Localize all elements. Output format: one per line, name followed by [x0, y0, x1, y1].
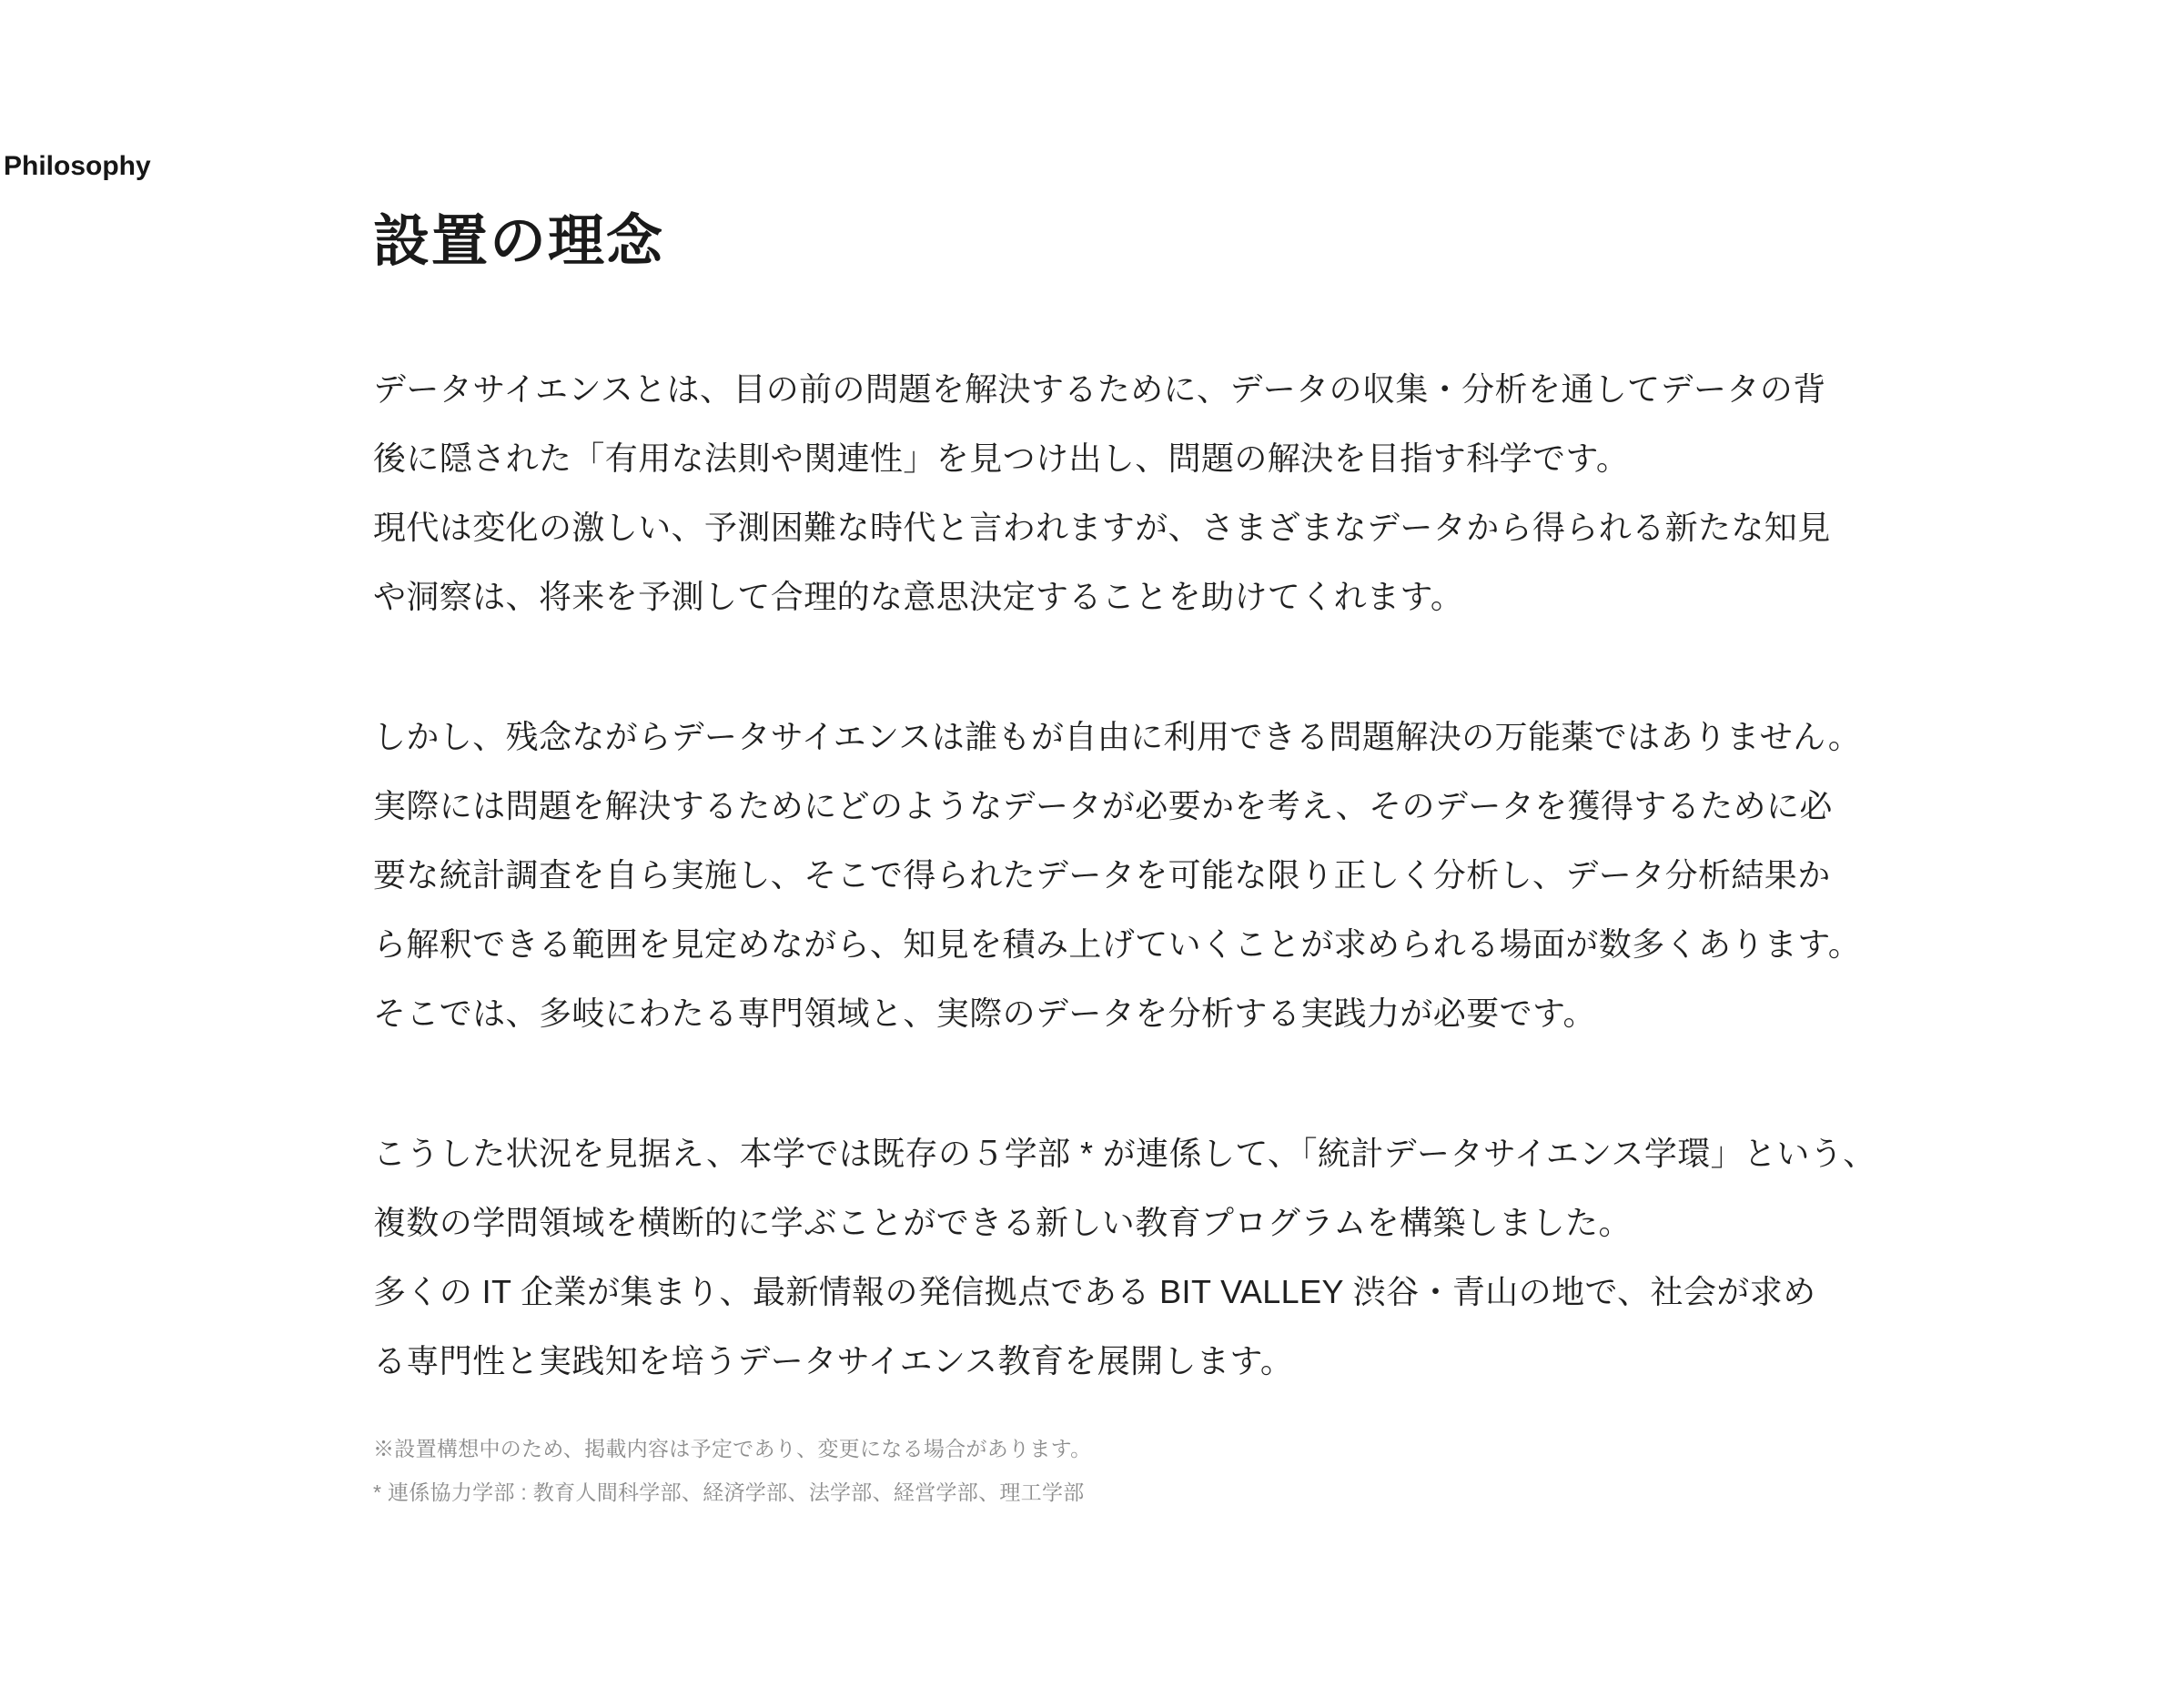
text-line: 多くの IT 企業が集まり、最新情報の発信拠点である BIT VALLEY 渋谷・青山の地で、社会が求め [373, 1273, 1816, 1310]
text-line: 実際には問題を解決するためにどのようなデータが必要かを考え、そのデータを獲得するために必 [373, 787, 1833, 824]
paragraph-2 [373, 702, 1902, 1048]
text-line: る専門性と実践知を培うデータサイエンス教育を展開します。 [373, 1342, 1294, 1379]
text-line: 要な統計調査を自ら実施し、そこで得られたデータを可能な限り正しく分析し、データ分析結果か [373, 856, 1831, 894]
paragraph-1 [373, 355, 1902, 631]
paragraph-3 [373, 1119, 1902, 1396]
page-title: 設置の理念 [373, 210, 665, 273]
text-line: 現代は変化の激しい、予測困難な時代と言われますが、さまざまなデータから得られる新たな知見 [373, 509, 1831, 546]
body-text [373, 355, 1902, 1396]
text-line: こうした状況を見据え、本学では既存の５学部 * が連係して、「統計データサイエンス学環」という、 [373, 1135, 1876, 1172]
text-line: 複数の学問領域を横断的に学ぶことができる新しい教育プログラムを構築しました。 [373, 1204, 1632, 1241]
section-label: Philosophy [4, 151, 151, 181]
footnote-disclaimer: ※設置構想中のため、掲載内容は予定であり、変更になる場合があります。 [373, 1437, 1092, 1460]
text-line: 後に隠された「有用な法則や関連性」を見つけ出し、問題の解決を目指す科学です。 [373, 439, 1630, 477]
footnote-faculties: * 連係協力学部 : 教育人間科学部、経済学部、法学部、経営学部、理工学部 [373, 1480, 1085, 1504]
text-line: そこでは、多岐にわたる専門領域と、実際のデータを分析する実践力が必要です。 [373, 995, 1596, 1032]
text-line: データサイエンスとは、目の前の問題を解決するために、データの収集・分析を通してデータの背 [373, 370, 1826, 408]
text-line: ら解釈できる範囲を見定めながら、知見を積み上げていくことが求められる場面が数多くあります。 [373, 925, 1862, 963]
text-line: や洞察は、将来を予測して合理的な意思決定することを助けてくれます。 [373, 578, 1464, 615]
text-line: しかし、残念ながらデータサイエンスは誰もが自由に利用できる問題解決の万能薬ではありません。 [373, 718, 1862, 755]
footnotes [373, 1427, 1091, 1514]
